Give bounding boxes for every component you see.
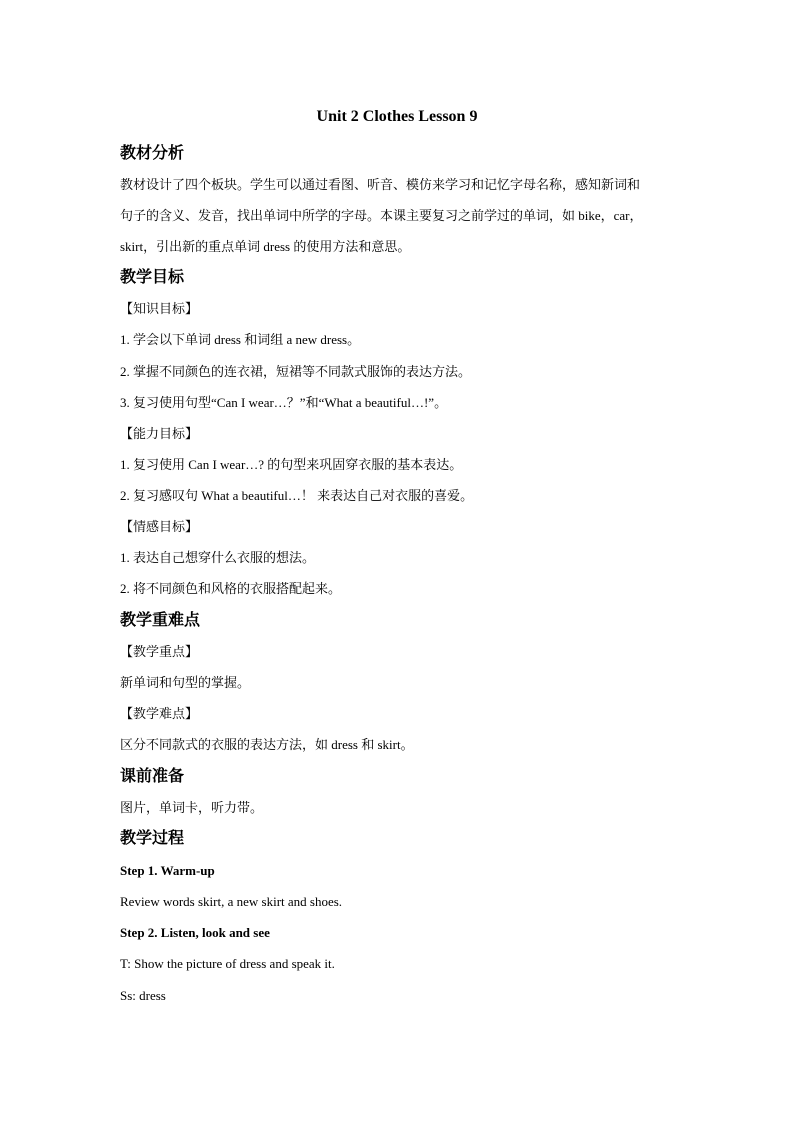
subsection-label-emotion: 【情感目标】: [120, 519, 199, 534]
paragraph-line: 句子的含义、发音，找出单词中所学的字母。本课主要复习之前学过的单词，如 bike，car，: [120, 208, 643, 223]
paragraph-line: 区分不同款式的衣服的表达方法，如 dress 和 skirt。: [120, 737, 414, 752]
list-item: 1. 表达自己想穿什么衣服的想法。: [120, 550, 316, 565]
list-item: 2. 将不同颜色和风格的衣服搭配起来。: [120, 581, 342, 596]
subsection-label-difficulty: 【教学难点】: [120, 706, 199, 721]
paragraph-line: 图片，单词卡，听力带。: [120, 800, 264, 815]
subsection-label-knowledge: 【知识目标】: [120, 301, 199, 316]
section-heading-material-analysis: 教材分析: [120, 145, 185, 162]
section-heading-key-difficult-points: 教学重难点: [120, 612, 201, 629]
paragraph-line: skirt，引出新的重点单词 dress 的使用方法和意思。: [120, 239, 411, 254]
section-heading-teaching-process: 教学过程: [120, 830, 185, 847]
paragraph-line: 新单词和句型的掌握。: [120, 675, 251, 690]
subsection-label-focus: 【教学重点】: [120, 644, 199, 659]
paragraph-line: Ss: dress: [120, 988, 166, 1003]
document-title: Unit 2 Clothes Lesson 9: [316, 108, 478, 125]
list-item: 2. 掌握不同颜色的连衣裙，短裙等不同款式服饰的表达方法。: [120, 364, 472, 379]
step-title: Step 2. Listen, look and see: [120, 925, 270, 940]
section-heading-preparation: 课前准备: [120, 768, 185, 785]
list-item: 1. 复习使用 Can I wear…? 的句型来巩固穿衣服的基本表达。: [120, 457, 463, 472]
list-item: 2. 复习感叹句 What a beautiful…！ 来表达自己对衣服的喜爱。: [120, 488, 474, 503]
paragraph-line: 教材设计了四个板块。学生可以通过看图、听音、模仿来学习和记忆字母名称，感知新词和: [120, 177, 641, 192]
subsection-label-ability: 【能力目标】: [120, 426, 199, 441]
paragraph-line: Review words skirt, a new skirt and shoes.: [120, 894, 343, 909]
list-item: 3. 复习使用句型“Can I wear…？”和“What a beautiful…!”。: [120, 395, 448, 410]
step-title: Step 1. Warm-up: [120, 863, 215, 878]
list-item: 1. 学会以下单词 dress 和词组 a new dress。: [120, 332, 361, 347]
section-heading-teaching-goals: 教学目标: [120, 269, 185, 286]
paragraph-line: T: Show the picture of dress and speak it.: [120, 956, 335, 971]
